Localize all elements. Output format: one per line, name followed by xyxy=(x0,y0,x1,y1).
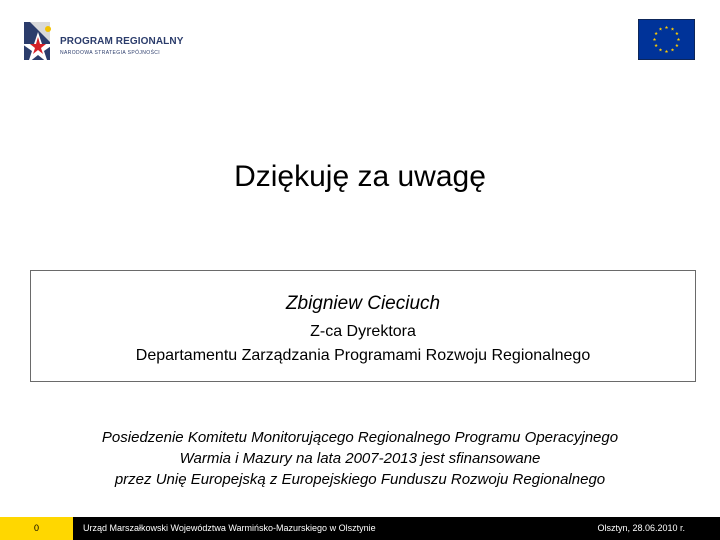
funding-statement xyxy=(0,427,720,490)
funding-line-2: Warmia i Mazury na lata 2007-2013 jest sfinansowane xyxy=(179,450,541,467)
funding-line-1: Posiedzenie Komitetu Monitorującego Regionalnego Programu Operacyjnego xyxy=(101,429,619,446)
logo-title: PROGRAM REGIONALNY xyxy=(60,36,184,47)
footer-institution: Urząd Marszałkowski Województwa Warmińsko-Mazurskiego w Olsztynie xyxy=(83,523,376,533)
logo-subtitle: NARODOWA STRATEGIA SPÓJNOŚCI xyxy=(60,50,161,56)
speaker-role: Z-ca Dyrektora xyxy=(310,323,416,340)
speaker-name: Zbigniew Cieciuch xyxy=(285,293,441,314)
program-regionalny-logo xyxy=(20,20,195,66)
footer-place-date: Olsztyn, 28.06.2010 r. xyxy=(597,523,685,533)
speaker-department: Departamentu Zarządzania Programami Rozwoju Regionalnego xyxy=(135,347,591,364)
slide-number: 0 xyxy=(33,523,39,533)
speaker-box xyxy=(30,270,696,382)
funding-line-3: przez Unię Europejską z Europejskiego Funduszu Rozwoju Regionalnego xyxy=(114,471,606,488)
footer-info xyxy=(73,517,720,540)
eu-flag-icon xyxy=(638,19,695,60)
logo-emblem-icon xyxy=(20,20,60,66)
slide-title: Dziękuję za uwagę xyxy=(234,160,486,193)
footer-bar xyxy=(0,517,720,540)
